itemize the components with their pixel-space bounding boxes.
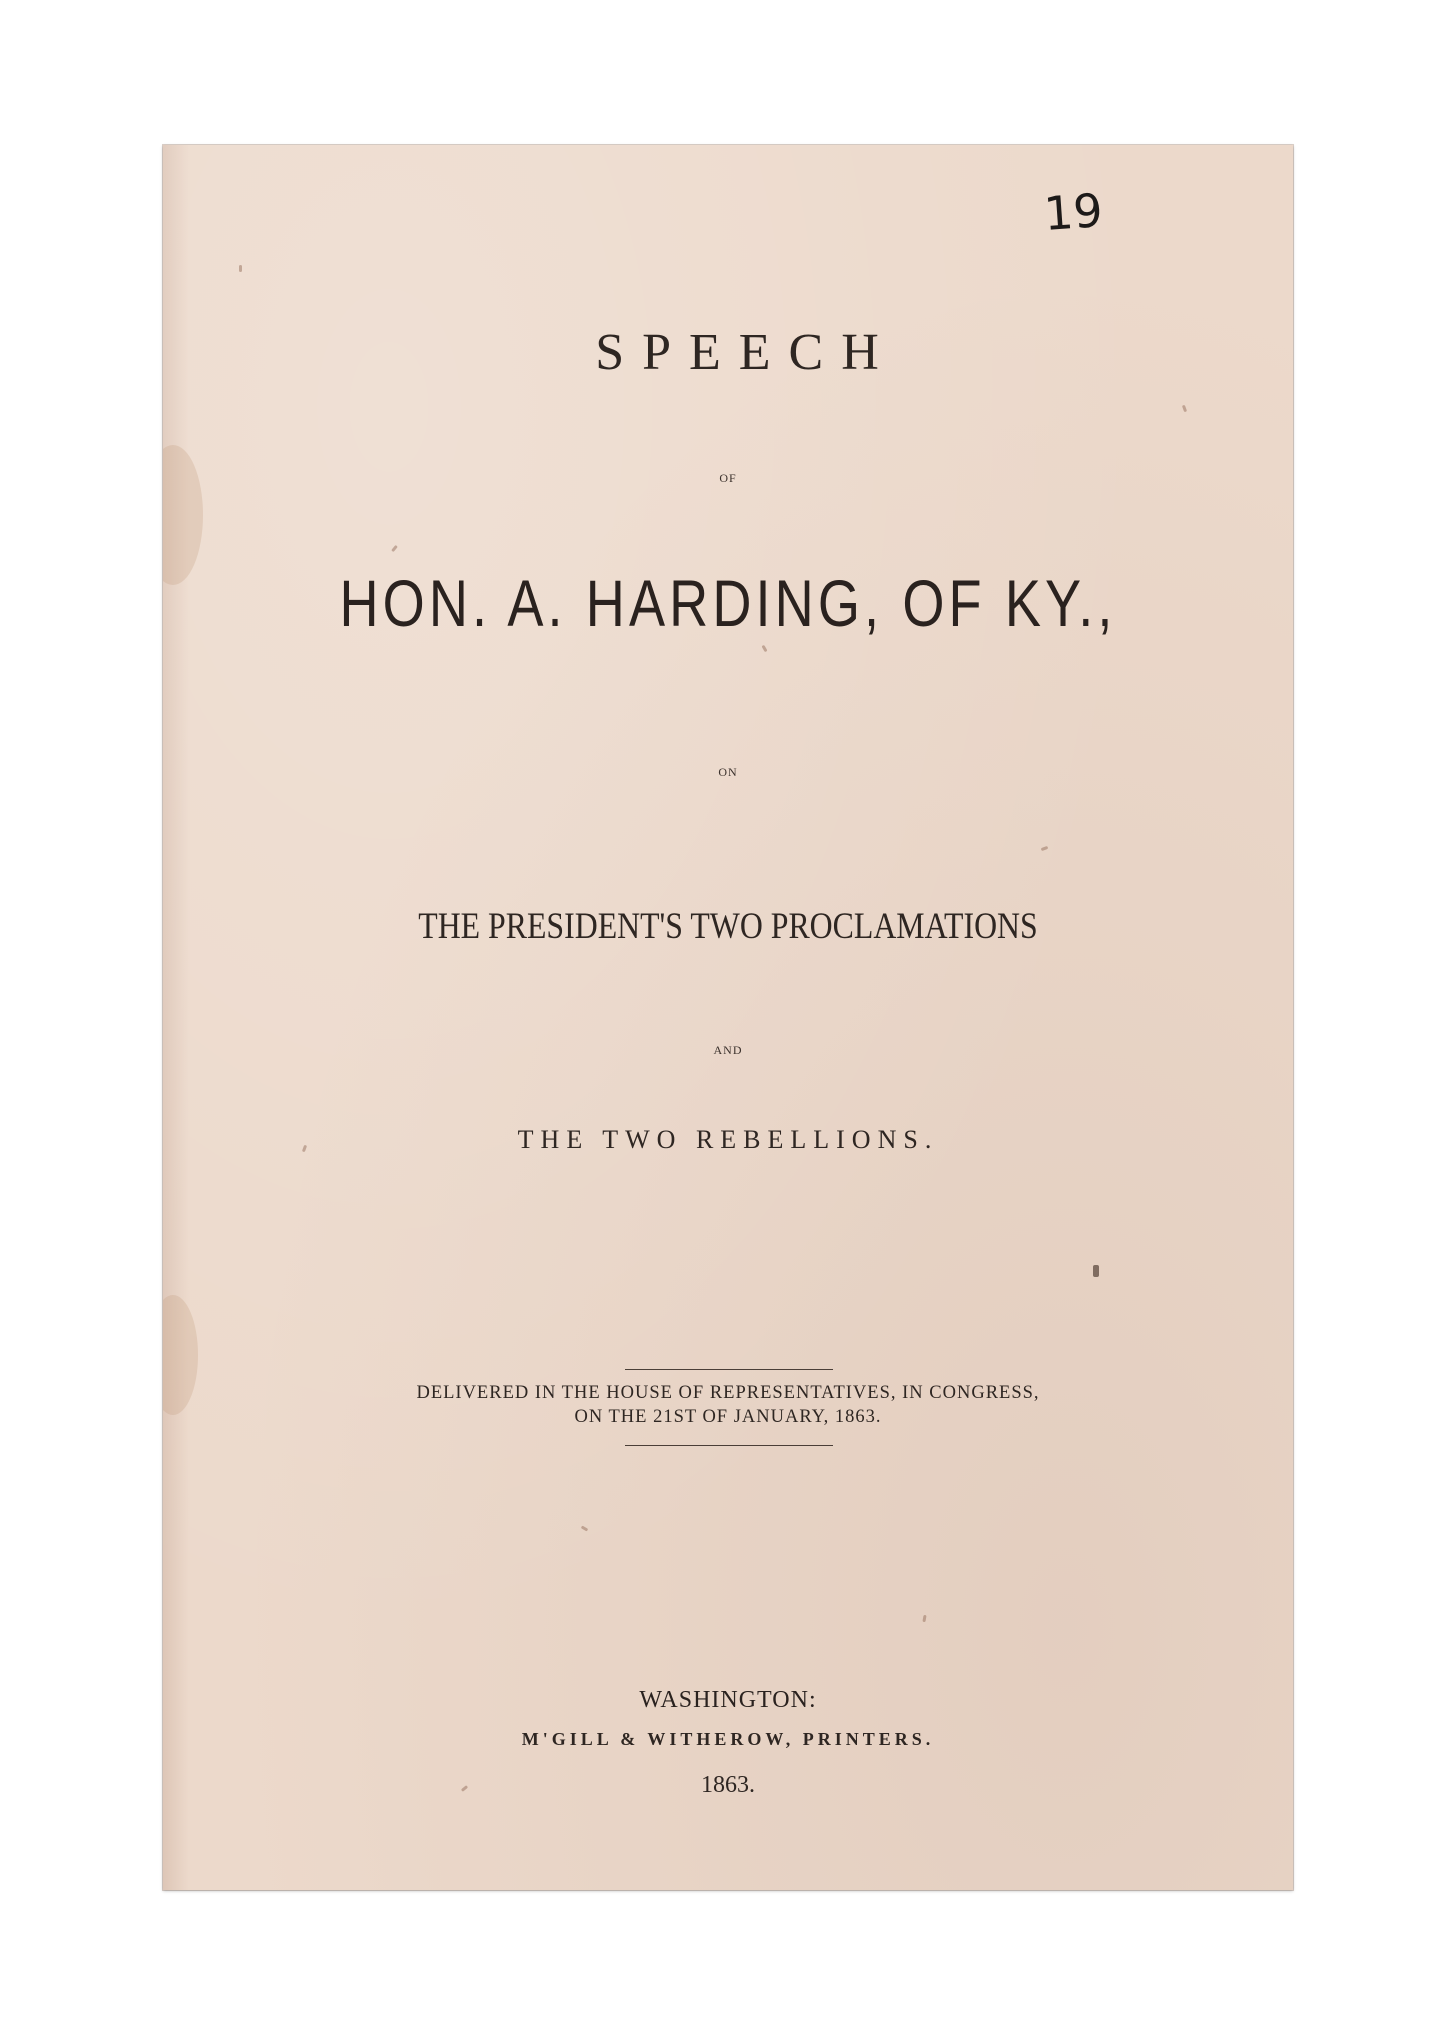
paper-speck <box>922 1615 926 1622</box>
paper-speck <box>761 645 767 653</box>
delivery-note-line-1: DELIVERED IN THE HOUSE OF REPRESENTATIVES, IN CONGRESS, <box>416 1383 1040 1403</box>
handwritten-number: 19 <box>1042 183 1105 241</box>
page-title: SPEECH <box>595 324 897 381</box>
delivery-note-line-2: ON THE 21ST OF JANUARY, 1863. <box>574 1407 882 1427</box>
divider-rule-bottom <box>625 1445 833 1446</box>
imprint-printers: M'GILL & WITHEROW, PRINTERS. <box>521 1729 935 1749</box>
paper-speck <box>1041 846 1049 851</box>
on-word: ON <box>718 765 738 779</box>
imprint-year: 1863. <box>701 1772 755 1798</box>
and-word: AND <box>713 1043 743 1057</box>
delivery-note <box>163 1381 1293 1429</box>
speaker-name: HON. A. HARDING, OF KY., <box>339 566 1117 640</box>
paper-speck <box>1093 1265 1099 1277</box>
paper-speck <box>239 265 242 272</box>
imprint-city: WASHINGTON: <box>639 1687 817 1713</box>
paper-speck <box>581 1525 589 1531</box>
paper-speck <box>1182 405 1187 413</box>
paper-speck <box>391 545 398 552</box>
pamphlet-page <box>163 145 1293 1890</box>
speech-subject: THE PRESIDENT'S TWO PROCLAMATIONS <box>418 906 1038 947</box>
paper-stain <box>163 445 203 585</box>
of-word: OF <box>719 471 737 485</box>
divider-rule-top <box>625 1369 833 1370</box>
speech-subject-2: THE TWO REBELLIONS. <box>517 1125 939 1154</box>
